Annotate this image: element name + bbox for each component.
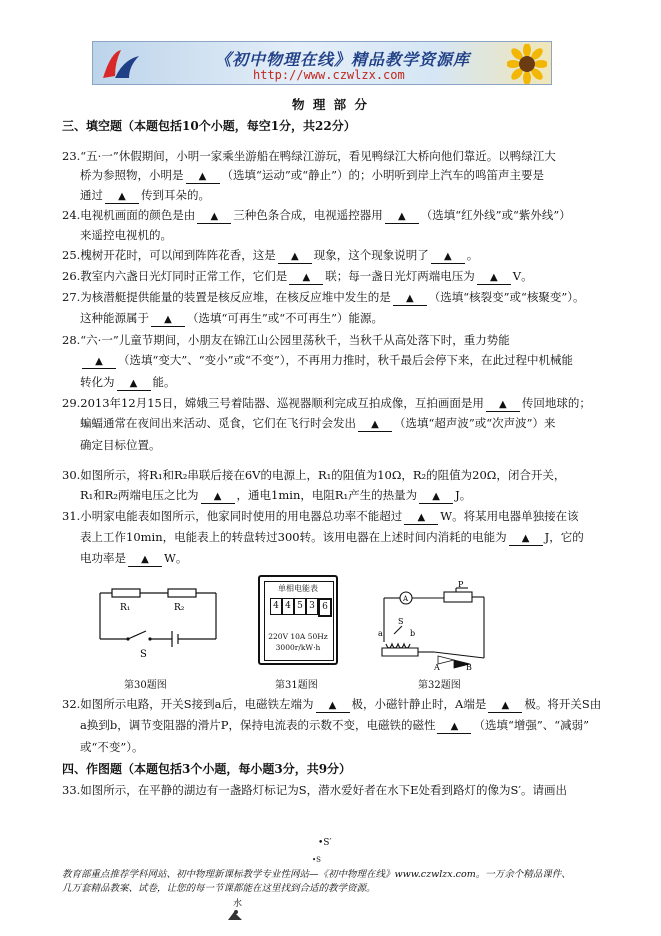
answer-blank[interactable]: ▲: [197, 211, 231, 224]
answer-blank[interactable]: ▲: [486, 399, 520, 412]
answer-blank[interactable]: ▲: [488, 700, 522, 713]
label-ammeter: A: [403, 595, 409, 603]
meter-digit: 5: [294, 598, 306, 615]
meter-title: 单相电能表: [278, 584, 318, 593]
q23-line3: 通过 ▲ 传到耳朵的。: [80, 188, 210, 202]
meter-spec: 220V 10A 50Hz: [268, 632, 328, 641]
q28-line2: ▲ （选填“变大”、“变小”或“不变”），不再用力推时，秋千最后会停下来，在此过程中机械能: [80, 352, 573, 369]
figure-33-s-prime: •S′: [318, 838, 332, 848]
q23-line2: 桥为参照物，小明是 ▲ （选填“运动”或“静止”）的；小明听到岸上汽车的鸣笛声主要是: [80, 168, 545, 182]
meter-digit: 4: [270, 598, 282, 615]
meter-rate: 3000r/kW·h: [275, 643, 321, 652]
answer-blank[interactable]: ▲: [316, 700, 350, 713]
q32-line3: 或“不变”）。: [80, 740, 144, 754]
label-pole-a: A: [434, 663, 440, 670]
label-s: S: [140, 649, 147, 660]
label-b: b: [410, 629, 416, 638]
answer-blank[interactable]: ▲: [289, 272, 323, 285]
answer-blank[interactable]: ▲: [117, 378, 151, 391]
answer-blank[interactable]: ▲: [477, 272, 511, 285]
sunflower-icon: [507, 44, 547, 84]
q28-line1: 28.“六·一”儿童节期间，小朋友在锦江山公园里荡秋千，当秋千从高处落下时，重力势能: [62, 333, 510, 347]
footer-line2: 几万套精品教案、试卷，让您的每一节课都能在这里找到合适的教学资源。: [62, 883, 376, 894]
answer-blank[interactable]: ▲: [404, 512, 438, 525]
q30-line2: R₁和R₂两端电压之比为 ▲ ，通电1min，电阻R₁产生的热量为 ▲ J。: [80, 488, 472, 502]
answer-blank[interactable]: ▲: [278, 251, 312, 264]
q25-line: 25.槐树开花时，可以闻到阵阵花香，这是 ▲ 现象，这个现象说明了 ▲ 。: [62, 248, 479, 262]
q27-line2: 这种能源属于 ▲ （选填“可再生”或“不可再生”）能源。: [80, 311, 384, 325]
label-pole-b: B: [466, 663, 472, 670]
label-a: a: [378, 629, 383, 638]
q30-line1: 30.如图所示，将R₁和R₂串联后接在6V的电源上，R₁的阻值为10Ω，R₂的阻值为20Ω，闭合开关，: [62, 468, 566, 482]
q23-line1: 23.“五·一”休假期间，小明一家乘坐游船在鸭绿江游玩，看见鸭绿江大桥向他们靠近。以鸭绿江大: [62, 149, 556, 163]
q26-line: 26.教室内六盏日光灯同时正常工作，它们是 ▲ 联；每一盏日光灯两端电压为 ▲ V。: [62, 269, 533, 283]
switch-s-icon: [394, 626, 402, 634]
meter-digit: 3: [306, 598, 318, 615]
figure-30-circuit: [98, 583, 220, 665]
header-banner: [92, 41, 552, 85]
section4-heading: 四、作图题（本题包括3个小题，每小题3分，共9分）: [62, 762, 352, 776]
label-p: P: [458, 580, 464, 589]
q32-line2: a换到b，调节变阻器的滑片P，保持电流表的示数不变，电磁铁的磁性 ▲ （选填“增强”、“减弱”: [80, 718, 589, 732]
q33-line1: 33.如图所示，在平静的湖边有一盏路灯标记为S，潜水爱好者在水下E处看到路灯的像为S′。请画出: [62, 783, 568, 797]
meter-digit: 4: [282, 598, 294, 615]
meter-digits: [270, 598, 332, 617]
answer-blank[interactable]: ▲: [358, 419, 392, 432]
figure-31-meter: [258, 575, 338, 665]
figure-33-water: 水: [233, 899, 243, 909]
label-r1: R₁: [120, 603, 131, 613]
banner-title: 《初中物理在线》精品教学资源库: [215, 50, 471, 69]
compass-needle-icon: [438, 656, 454, 664]
diver-icon: [226, 908, 244, 922]
site-logo-icon: [99, 46, 143, 82]
rheostat-icon: [444, 592, 472, 602]
figure-31-caption: 第31题图: [275, 680, 318, 691]
answer-blank[interactable]: ▲: [393, 293, 427, 306]
answer-blank[interactable]: ▲: [419, 491, 453, 504]
figure-33-s: •S: [312, 856, 321, 864]
q29-line3: 确定目标位置。: [80, 438, 161, 452]
label-s: S: [398, 617, 404, 626]
q31-line3: 电功率是 ▲ W。: [80, 551, 188, 565]
answer-blank[interactable]: ▲: [385, 211, 419, 224]
answer-blank[interactable]: ▲: [82, 356, 116, 369]
answer-blank[interactable]: ▲: [151, 314, 185, 327]
resistor-r2-icon: [168, 589, 196, 597]
q31-line2: 表上工作10min，电能表上的转盘转过300转。该用电器在上述时间内消耗的电能为 ▲ J，它的: [80, 530, 584, 544]
answer-blank[interactable]: ▲: [128, 554, 162, 567]
answer-blank[interactable]: ▲: [509, 533, 543, 546]
answer-blank[interactable]: ▲: [431, 251, 465, 264]
q28-line3: 转化为 ▲ 能。: [80, 375, 176, 389]
q29-line1: 29.2013年12月15日，嫦娥三号着陆器、巡视器顺利完成互拍成像，互拍画面是用 ▲ 传回地球的；: [62, 396, 591, 410]
label-r2: R₂: [174, 603, 185, 613]
section-title: 物 理 部 分: [291, 97, 370, 112]
answer-blank[interactable]: ▲: [186, 171, 220, 184]
section3-heading: 三、填空题（本题包括10个小题，每空1分，共22分）: [62, 119, 356, 133]
q31-line1: 31.小明家电能表如图所示，他家同时使用的用电器总功率不能超过 ▲ W。将某用电器单独接在该: [62, 509, 579, 523]
q27-line1: 27.为核潜艇提供能量的装置是核反应堆，在核反应堆中发生的是 ▲ （选填“核裂变”或“核聚变”）。: [62, 290, 585, 304]
q24-line2: 来遥控电视机的。: [80, 228, 172, 242]
figure-32-caption: 第32题图: [418, 680, 461, 691]
figure-32-circuit: [372, 578, 492, 670]
answer-blank[interactable]: ▲: [437, 721, 471, 734]
banner-url[interactable]: http://www.czwlzx.com: [253, 68, 405, 82]
meter-digit: 6: [318, 598, 332, 617]
answer-blank[interactable]: ▲: [201, 491, 235, 504]
q32-line1: 32.如图所示电路，开关S接到a后，电磁铁左端为 ▲ 极，小磁针静止时，A端是 ▲ 极。将开关S由: [62, 697, 602, 711]
resistor-r1-icon: [112, 589, 140, 597]
switch-s-icon: [128, 631, 146, 639]
q24-line1: 24.电视机画面的颜色是由 ▲ 三种色条合成，电视遥控器用 ▲ （选填“红外线”或“紫外线”）: [62, 208, 571, 222]
answer-blank[interactable]: ▲: [105, 191, 139, 204]
footer-line1: 教育部重点推荐学科网站、初中物理新课标教学专业性网站—《初中物理在线》www.czwlzx.com。一万余个精品课件、: [62, 869, 571, 880]
q29-line2: 蝙蝠通常在夜间出来活动、觅食，它们在飞行时会发出 ▲ （选填“超声波”或“次声波”）来: [80, 416, 556, 430]
electromagnet-icon: [382, 648, 418, 656]
figure-30-caption: 第30题图: [124, 680, 167, 691]
